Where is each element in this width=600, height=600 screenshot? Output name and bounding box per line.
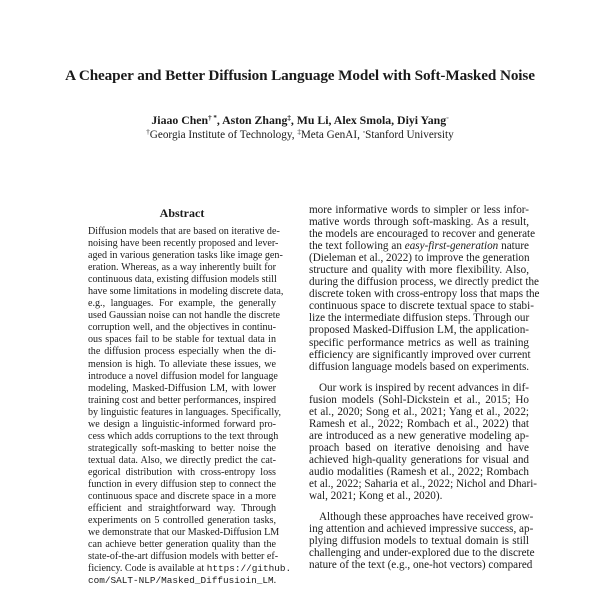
affiliation-mark: † bbox=[146, 128, 150, 136]
text-line: continuous data, existing diffusion models still bbox=[88, 274, 277, 286]
text-line: lize the intermediate diffusion steps. Through our bbox=[309, 312, 530, 325]
text-line: egorical distribution with cross-entropy loss bbox=[88, 466, 276, 478]
text-line: achieved high-quality generations for visual and bbox=[309, 453, 529, 466]
code-availability-text: ficiency. Code is available at bbox=[88, 563, 207, 575]
text-line: training cost and better performances, inspired bbox=[88, 394, 276, 406]
text-line: mension is high. To alleviate these issues, we bbox=[88, 358, 276, 370]
text-line: are introduced as a new generative modeling ap- bbox=[309, 429, 529, 442]
text-line: during the diffusion process, we directly predict the bbox=[309, 276, 539, 289]
text-line bbox=[88, 563, 292, 575]
code-url-link[interactable]: com/SALT-NLP/Masked_Diffusioin_LM bbox=[88, 575, 274, 587]
text-line: (Dieleman et al., 2022) to improve the generation bbox=[309, 252, 530, 265]
text-line: wal, 2021; Kong et al., 2020). bbox=[309, 490, 443, 503]
author-mark: ‡ bbox=[287, 114, 291, 122]
text-line: proach based on iterative denoising and have bbox=[309, 441, 529, 454]
text-line: Our work is inspired by recent advances in dif- bbox=[319, 381, 529, 394]
affiliation: Meta GenAI bbox=[300, 129, 358, 141]
text-line: function in every diffusion step to connect the bbox=[88, 478, 276, 490]
affiliation: Stanford University bbox=[365, 129, 454, 141]
text-line: can achieve better generation quality than the bbox=[88, 539, 276, 551]
text-line: plying diffusion models to textual domain is still bbox=[309, 535, 529, 548]
text-line: fusion models (Sohl-Dickstein et al., 2015; Ho bbox=[309, 393, 529, 406]
abstract-heading: Abstract bbox=[159, 206, 205, 220]
author-name: Diyi Yang bbox=[397, 113, 447, 127]
author-name: Aston Zhang bbox=[222, 113, 288, 127]
affiliation-list: †Georgia Institute of Technology, ‡Meta GenAI, ◦Stanford University bbox=[146, 128, 454, 141]
text-line: we design a linguistic-informed forward pro- bbox=[88, 418, 276, 430]
text-line: noising have been recently proposed and lever- bbox=[88, 238, 279, 250]
text-line: nature of the text (e.g., one-hot vectors) compared bbox=[309, 559, 533, 572]
text-line: audio modalities (Ramesh et al., 2022; Rombach bbox=[309, 465, 529, 478]
text-line: the diffusion process especially when the di- bbox=[88, 346, 276, 358]
text-line: aged in various generation tasks like image gen- bbox=[88, 250, 283, 262]
text-line: strategically soft-masking to better noise the bbox=[88, 442, 276, 454]
text-line: have some limitations in modeling discrete data, bbox=[88, 286, 284, 298]
author-name: Jiaao Chen bbox=[151, 113, 209, 127]
text-line: Ramesh et al., 2022; Rombach et al., 2022) that bbox=[309, 417, 529, 430]
code-url-link[interactable]: https://github. bbox=[206, 563, 292, 575]
text-line: used Gaussian noise can not handle the discrete bbox=[88, 310, 281, 322]
text-line: experiments on 5 controlled generation tasks, bbox=[88, 515, 276, 527]
text-line: specific performance metrics as well as training bbox=[309, 336, 529, 349]
author-name: Alex Smola bbox=[333, 113, 392, 127]
text-line: we demonstrate that our Masked-Diffusion LM bbox=[88, 527, 280, 539]
author-mark: † * bbox=[208, 114, 217, 122]
text-line: modeling, Masked-Diffusion LM, with lower bbox=[88, 382, 276, 394]
author-mark: ◦ bbox=[446, 114, 449, 122]
text-line: efficiency are significantly improved over current bbox=[309, 348, 531, 361]
text-line: efficient and straightforward way. Through bbox=[88, 503, 276, 515]
text-line: structure and quality with more flexibility. Also, bbox=[309, 264, 529, 277]
author-name: Mu Li bbox=[296, 113, 329, 127]
affiliation: Georgia Institute of Technology bbox=[149, 129, 292, 141]
text-line: challenging and under-explored due to the discrete bbox=[309, 547, 535, 560]
affiliation-mark: ◦ bbox=[362, 128, 366, 136]
text-line: Although these approaches have received grow- bbox=[319, 511, 534, 524]
text-line: et al., 2022; Saharia et al., 2022; Nichol and Dhari- bbox=[309, 478, 538, 491]
text-line: ous spaces fail to be stable for textual data in bbox=[88, 334, 276, 346]
text-line: proposed Masked-Diffusion LM, the application- bbox=[309, 324, 529, 337]
intro-body bbox=[309, 204, 540, 572]
abstract-body bbox=[88, 226, 292, 587]
text-line: textual data. Also, we directly predict the cat- bbox=[88, 454, 276, 466]
text-line: by linguistic features in languages. Specifically, bbox=[88, 406, 282, 418]
emphasis-text: easy-first-generation bbox=[404, 240, 499, 253]
affiliation-mark: ‡ bbox=[297, 128, 301, 136]
text-line: state-of-the-art diffusion models with better ef- bbox=[88, 551, 279, 563]
text-line: et al., 2020; Song et al., 2021; Yang et al., 2022; bbox=[309, 405, 529, 418]
text-line: the models are encouraged to recover and generate bbox=[309, 228, 536, 241]
text-line: mative words through soft-masking. As a result, bbox=[309, 216, 529, 229]
text-line: the text following an easy-first-generation nature bbox=[309, 240, 529, 253]
text-line: continuous space to discrete textual space to stabi- bbox=[309, 300, 534, 313]
text-line: cess which adds corruptions to the text through bbox=[88, 430, 279, 442]
text-line: e.g., languages. For example, the generally bbox=[88, 298, 276, 310]
text-line: eration. Whereas, as a way inherently built for bbox=[88, 262, 276, 274]
text-line: continuous space and discrete space in a more bbox=[88, 491, 276, 503]
text-line: more informative words to simpler or less infor- bbox=[309, 204, 529, 216]
text-line: diffusion language models based on experiments. bbox=[309, 360, 530, 373]
text-line: corruption well, and the objectives in continu- bbox=[88, 322, 276, 334]
author-list: Jiaao Chen† *, Aston Zhang‡, Mu Li, Alex Smola, Diyi Yang◦ bbox=[151, 113, 449, 127]
text-line: ing attention and achieved impressive success, ap- bbox=[309, 523, 534, 536]
paper-title: A Cheaper and Better Diffusion Language Model with Soft-Masked Noise bbox=[65, 67, 535, 84]
text-line: com/SALT-NLP/Masked_Diffusioin_LM. bbox=[88, 575, 277, 587]
text-line: Diffusion models that are based on iterative de- bbox=[88, 226, 280, 237]
text-line: introduce a novel diffusion model for language bbox=[88, 370, 278, 382]
text-line: discrete token with cross-entropy loss that maps the bbox=[309, 288, 540, 301]
